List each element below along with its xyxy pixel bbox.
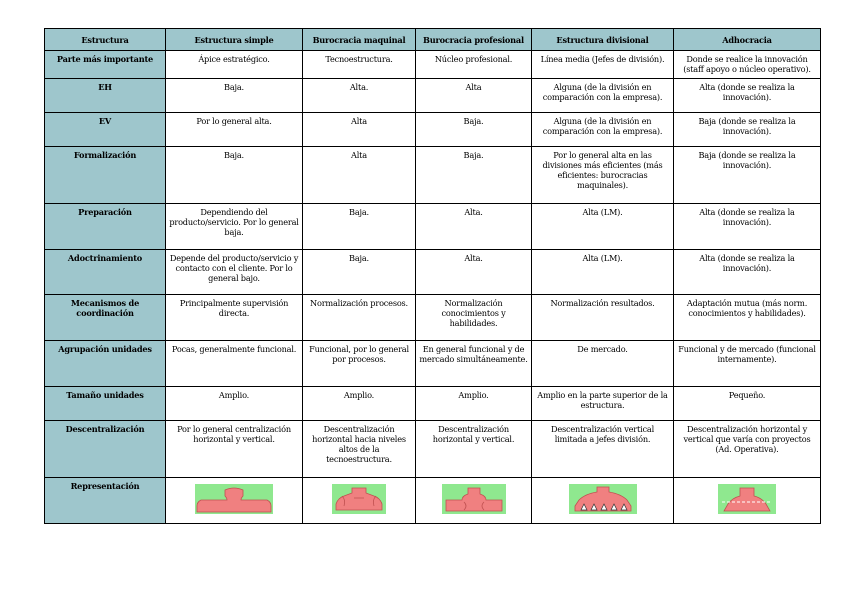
table-cell: Descentralización horizontal hacia niveles altos de la tecnoestructura.: [303, 421, 416, 478]
table-cell: Normalización resultados.: [532, 295, 674, 341]
table-cell: Funcional, por lo general por procesos.: [303, 341, 416, 387]
header-estructura-divisional: Estructura divisional: [532, 29, 674, 51]
comparison-table-container: [44, 28, 821, 524]
table-cell: En general funcional y de mercado simultáneamente.: [416, 341, 532, 387]
simple-structure-figure: [195, 484, 273, 514]
table-cell: Amplio en la parte superior de la estructura.: [532, 387, 674, 421]
table-row: [45, 421, 821, 478]
table-cell: Dependiendo del producto/servicio. Por lo general baja.: [166, 204, 303, 250]
table-cell: Adaptación mutua (más norm. conocimientos y habilidades).: [674, 295, 821, 341]
table-cell: Baja (donde se realiza la innovación).: [674, 113, 821, 147]
table-cell: Alta (donde se realiza la innovación).: [674, 204, 821, 250]
table-row: [45, 113, 821, 147]
table-row: [45, 79, 821, 113]
divisional-structure-figure: [569, 484, 637, 514]
header-estructura-simple: Estructura simple: [166, 29, 303, 51]
table-cell: Tecnoestructura.: [303, 51, 416, 79]
table-row: [45, 204, 821, 250]
table-cell: Alguna (de la división en comparación con la empresa).: [532, 113, 674, 147]
row-label: Descentralización: [45, 421, 166, 478]
professional-bureaucracy-figure: [442, 484, 506, 514]
table-cell: Descentralización horizontal y vertical.: [416, 421, 532, 478]
table-row: [45, 147, 821, 204]
table-cell: Normalización conocimientos y habilidades.: [416, 295, 532, 341]
table-cell: Depende del producto/servicio y contacto con el cliente. Por lo general bajo.: [166, 250, 303, 295]
table-cell: Baja.: [166, 147, 303, 204]
machine-bureaucracy-figure: [332, 484, 386, 514]
row-label: Tamaño unidades: [45, 387, 166, 421]
row-label: Representación: [45, 478, 166, 524]
row-label: Preparación: [45, 204, 166, 250]
figure-cell: [674, 478, 821, 524]
table-cell: Núcleo profesional.: [416, 51, 532, 79]
figure-cell: [416, 478, 532, 524]
row-label: Formalización: [45, 147, 166, 204]
row-label: EH: [45, 79, 166, 113]
row-label: Adoctrinamiento: [45, 250, 166, 295]
header-burocracia-profesional: Burocracia profesional: [416, 29, 532, 51]
table-row: [45, 51, 821, 79]
representation-row: [45, 478, 821, 524]
table-cell: Baja.: [303, 204, 416, 250]
table-cell: Amplio.: [303, 387, 416, 421]
table-cell: Normalización procesos.: [303, 295, 416, 341]
figure-cell: [532, 478, 674, 524]
table-cell: Alguna (de la división en comparación con la empresa).: [532, 79, 674, 113]
table-row: [45, 295, 821, 341]
row-label: Agrupación unidades: [45, 341, 166, 387]
table-cell: Amplio.: [416, 387, 532, 421]
table-cell: Baja.: [416, 147, 532, 204]
table-cell: Alta: [416, 79, 532, 113]
table-cell: Pocas, generalmente funcional.: [166, 341, 303, 387]
table-cell: Por lo general alta.: [166, 113, 303, 147]
table-cell: Baja.: [416, 113, 532, 147]
table-cell: Principalmente supervisión directa.: [166, 295, 303, 341]
header-row: [45, 29, 821, 51]
table-cell: Alta (LM).: [532, 250, 674, 295]
table-cell: Baja.: [166, 79, 303, 113]
table-cell: Alta.: [416, 204, 532, 250]
table-cell: Alta (donde se realiza la innovación).: [674, 250, 821, 295]
figure-cell: [166, 478, 303, 524]
table-cell: Alta (LM).: [532, 204, 674, 250]
table-cell: Baja (donde se realiza la innovación).: [674, 147, 821, 204]
table-row: [45, 387, 821, 421]
table-cell: Por lo general alta en las divisiones más eficientes (más eficientes: burocracias maquinales).: [532, 147, 674, 204]
table-cell: Descentralización horizontal y vertical que varía con proyectos (Ad. Operativa).: [674, 421, 821, 478]
adhocracy-figure: [718, 484, 776, 514]
figure-cell: [303, 478, 416, 524]
table-cell: Línea media (Jefes de división).: [532, 51, 674, 79]
structures-comparison-table: [44, 28, 821, 524]
table-cell: Pequeño.: [674, 387, 821, 421]
header-burocracia-maquinal: Burocracia maquinal: [303, 29, 416, 51]
row-label: Mecanismos de coordinación: [45, 295, 166, 341]
table-cell: Descentralización vertical limitada a jefes división.: [532, 421, 674, 478]
header-adhocracia: Adhocracia: [674, 29, 821, 51]
table-cell: Por lo general centralización horizontal y vertical.: [166, 421, 303, 478]
table-cell: Alta.: [416, 250, 532, 295]
row-label: EV: [45, 113, 166, 147]
table-cell: Amplio.: [166, 387, 303, 421]
table-cell: Alta: [303, 147, 416, 204]
row-label: Parte más importante: [45, 51, 166, 79]
table-cell: Alta (donde se realiza la innovación).: [674, 79, 821, 113]
table-cell: Baja.: [303, 250, 416, 295]
table-row: [45, 341, 821, 387]
table-row: [45, 250, 821, 295]
table-cell: De mercado.: [532, 341, 674, 387]
table-cell: Donde se realice la innovación (staff apoyo o núcleo operativo).: [674, 51, 821, 79]
table-cell: Funcional y de mercado (funcional internamente).: [674, 341, 821, 387]
table-cell: Alta: [303, 113, 416, 147]
table-cell: Ápice estratégico.: [166, 51, 303, 79]
table-cell: Alta.: [303, 79, 416, 113]
header-estructura: Estructura: [45, 29, 166, 51]
